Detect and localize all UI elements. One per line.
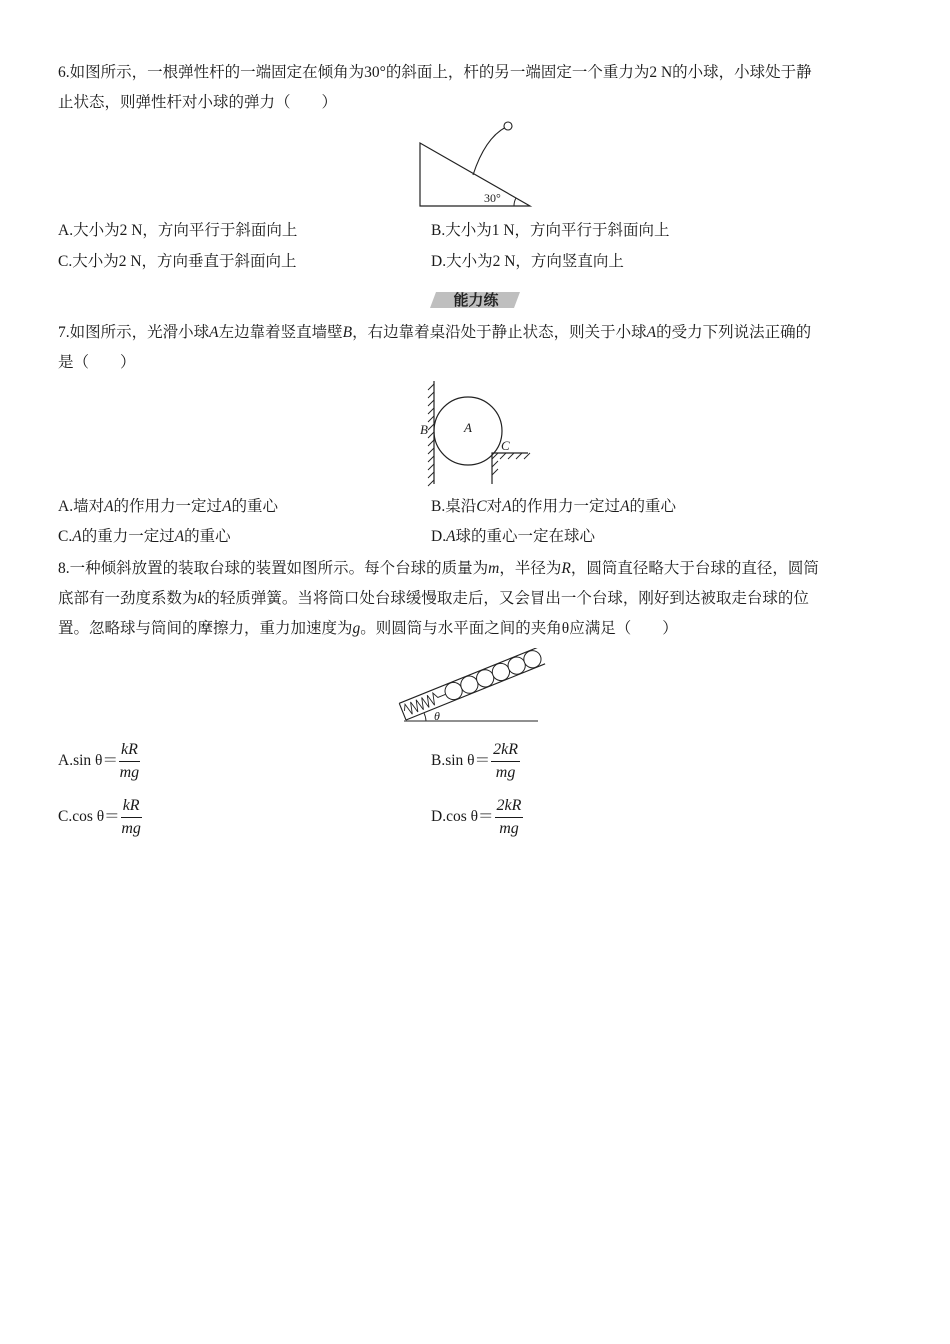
q7-table-hatch [492, 453, 530, 475]
q8-option-b-fraction: $\frac{2kR}{mg}$ [493, 740, 518, 781]
q6-ball [504, 122, 512, 130]
q8-angle-arc [424, 713, 426, 721]
q7-stem-line1: 7.如图所示，光滑小球A左边靠着竖直墙壁B，右边靠着桌沿处于静止状态，则关于小球A的受力下列说法正确的 [58, 324, 812, 341]
q7-wall-hatch [428, 384, 434, 486]
q6-stem-line2: 止状态，则弹性杆对小球的弹力（ ） [58, 94, 338, 111]
q6-options-row2 [58, 247, 894, 277]
q6-figure [410, 118, 540, 210]
q8-option-d-fraction: $\frac{2kR}{mg}$ [496, 796, 522, 837]
q6-stem [58, 58, 894, 118]
q8-option-c-fraction: $\frac{kR}{mg}$ [121, 796, 141, 837]
q8-tube [399, 648, 545, 720]
q8-option-a-fraction: $\frac{kR}{mg}$ [119, 740, 140, 781]
q6-incline [420, 143, 530, 206]
q7-label-c: C [501, 438, 510, 453]
q7-option-a[interactable]: A.墙对A的作用力一定过A的重心 [58, 498, 279, 515]
q6-option-a[interactable]: A.大小为2 N，方向平行于斜面向上 [58, 222, 298, 239]
q6-angle-label: 30° [484, 191, 501, 205]
q6-options-row1 [58, 216, 894, 246]
q8-option-a[interactable]: A.sin θ＝ $\frac{kR}{mg}$ [58, 736, 140, 786]
q8-angle-label: θ [434, 709, 440, 723]
q8-figure [398, 648, 548, 728]
q8-stem [58, 554, 894, 644]
q6-angle-arc [514, 198, 516, 206]
q6-stem-line1: 6.如图所示，一根弹性杆的一端固定在倾角为30°的斜面上，杆的另一端固定一个重力为2 N的小球，小球处于静 [58, 64, 812, 81]
q6-option-b[interactable]: B.大小为1 N，方向平行于斜面向上 [431, 222, 670, 239]
q8-options-row2 [58, 792, 894, 842]
q8-option-c[interactable]: C.cos θ＝ $\frac{kR}{mg}$ [58, 792, 142, 842]
q7-table-edge [492, 453, 528, 484]
q8-option-b[interactable]: B.sin θ＝ $\frac{2kR}{mg}$ [431, 736, 520, 786]
q7-stem [58, 318, 894, 378]
q8-option-d[interactable]: D.cos θ＝ $\frac{2kR}{mg}$ [431, 792, 523, 842]
q7-option-b[interactable]: B.桌沿C对A的作用力一定过A的重心 [431, 498, 677, 515]
q6-option-d[interactable]: D.大小为2 N，方向竖直向上 [431, 253, 624, 270]
q6-elastic-rod [473, 127, 506, 175]
q6-option-c[interactable]: C.大小为2 N，方向垂直于斜面向上 [58, 253, 297, 270]
q7-option-d[interactable]: D.A球的重心一定在球心 [431, 528, 596, 545]
q8-stem-line3: 置。忽略球与筒间的摩擦力，重力加速度为g。则圆筒与水平面之间的夹角θ应满足（ ） [58, 620, 678, 637]
q8-options-row1 [58, 736, 894, 786]
section-badge-label: 能力练 [453, 291, 499, 309]
q7-stem-line2: 是（ ） [58, 354, 136, 371]
q8-stem-line1: 8.一种倾斜放置的装取台球的装置如图所示。每个台球的质量为m，半径为R，圆筒直径略大于台球的直径，圆筒 [58, 560, 819, 577]
q7-options-row2 [58, 522, 894, 552]
q7-option-c[interactable]: C.A的重力一定过A的重心 [58, 528, 231, 545]
q7-label-a: A [464, 420, 472, 435]
q8-stem-line2: 底部有一劲度系数为k的轻质弹簧。当将筒口处台球缓慢取走后，又会冒出一个台球，刚好到达被取走台球的位 [58, 590, 809, 607]
section-badge [428, 289, 524, 311]
q7-label-b: B [420, 422, 428, 437]
q7-options-row1 [58, 492, 894, 522]
q7-figure [412, 378, 542, 488]
